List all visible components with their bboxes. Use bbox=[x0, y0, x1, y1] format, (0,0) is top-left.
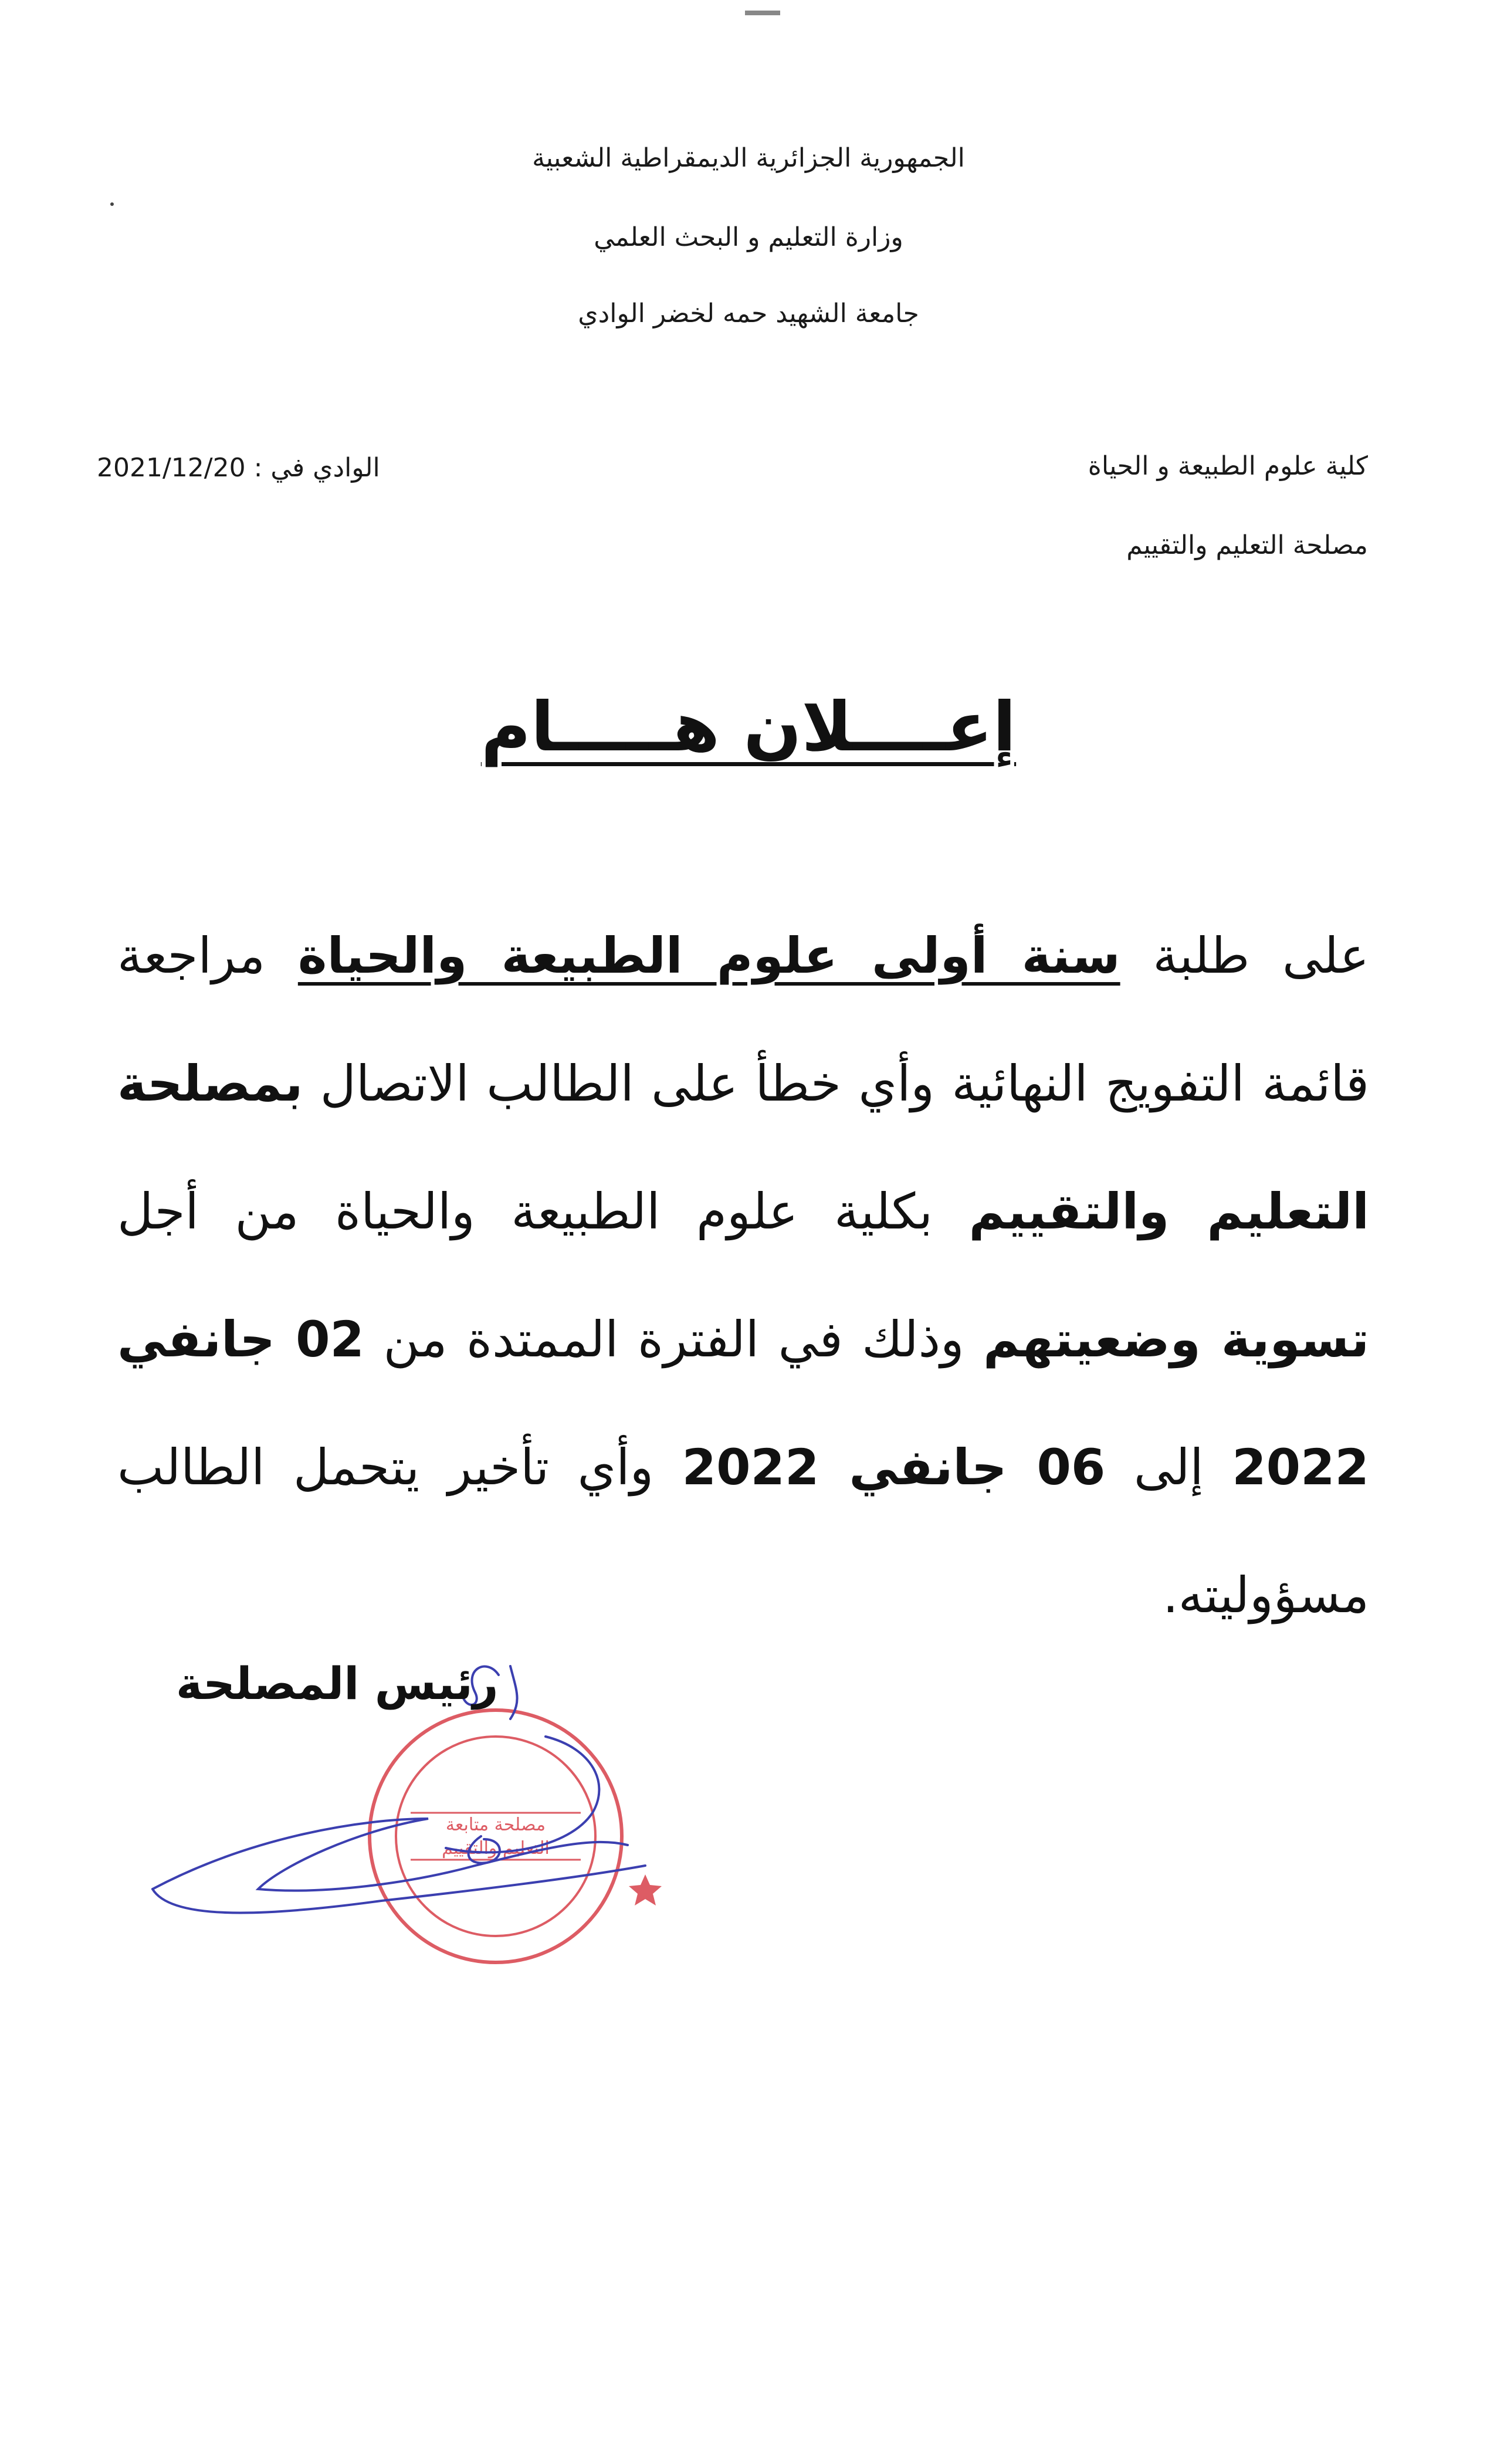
date-value: 2021/12/20 bbox=[97, 453, 246, 483]
document-date bbox=[97, 451, 380, 486]
date-label: الوادي في : bbox=[253, 453, 380, 483]
announcement-title bbox=[0, 681, 1497, 774]
header-ministry: وزارة التعليم و البحث العلمي bbox=[594, 222, 903, 252]
official-stamp bbox=[370, 1710, 662, 1962]
body-text-9: إلى bbox=[1133, 1439, 1204, 1496]
scan-dot bbox=[110, 202, 114, 206]
body-text-11: وأي تأخير يتحمل الطالب مسؤوليته. bbox=[117, 1439, 1369, 1624]
sender-faculty: كلية علوم الطبيعة و الحياة bbox=[1088, 451, 1368, 481]
body-text-1: على طلبة bbox=[1153, 927, 1370, 984]
body-department: بمصلحة التعليم والتقييم bbox=[117, 1055, 1370, 1240]
body-regularize: تسوية وضعيتهم bbox=[983, 1311, 1370, 1368]
header-university: جامعة الشهيد حمه لخضر الوادي bbox=[578, 299, 919, 329]
announcement-body bbox=[117, 892, 1369, 1659]
svg-text:مصلحة متابعة: مصلحة متابعة bbox=[445, 1815, 546, 1835]
sender-department: مصلحة التعليم والتقييم bbox=[1126, 530, 1368, 560]
body-end-date: 06 جانفي 2022 bbox=[682, 1439, 1106, 1496]
scan-artifact bbox=[745, 11, 780, 15]
body-target-students: سنة أولى علوم الطبيعة والحياة bbox=[297, 927, 1120, 984]
body-start-date: 02 جانفي 2022 bbox=[117, 1311, 1369, 1496]
body-text-7: وذلك في الفترة الممتدة من bbox=[383, 1311, 964, 1368]
signature-label: رئيس المصلحة bbox=[176, 1657, 499, 1710]
svg-text:التعليم والتقييم: التعليم والتقييم bbox=[442, 1838, 550, 1859]
body-text-3: مراجعة قائمة التفويج النهائية وأي خطأ على الطالب الاتصال bbox=[117, 927, 1369, 1112]
body-text-5: بكلية علوم الطبيعة والحياة من أجل bbox=[117, 1183, 933, 1240]
title-text: إعــــلان هـــــام bbox=[480, 688, 1017, 767]
header-country: الجمهورية الجزائرية الديمقراطية الشعبية bbox=[532, 143, 965, 173]
